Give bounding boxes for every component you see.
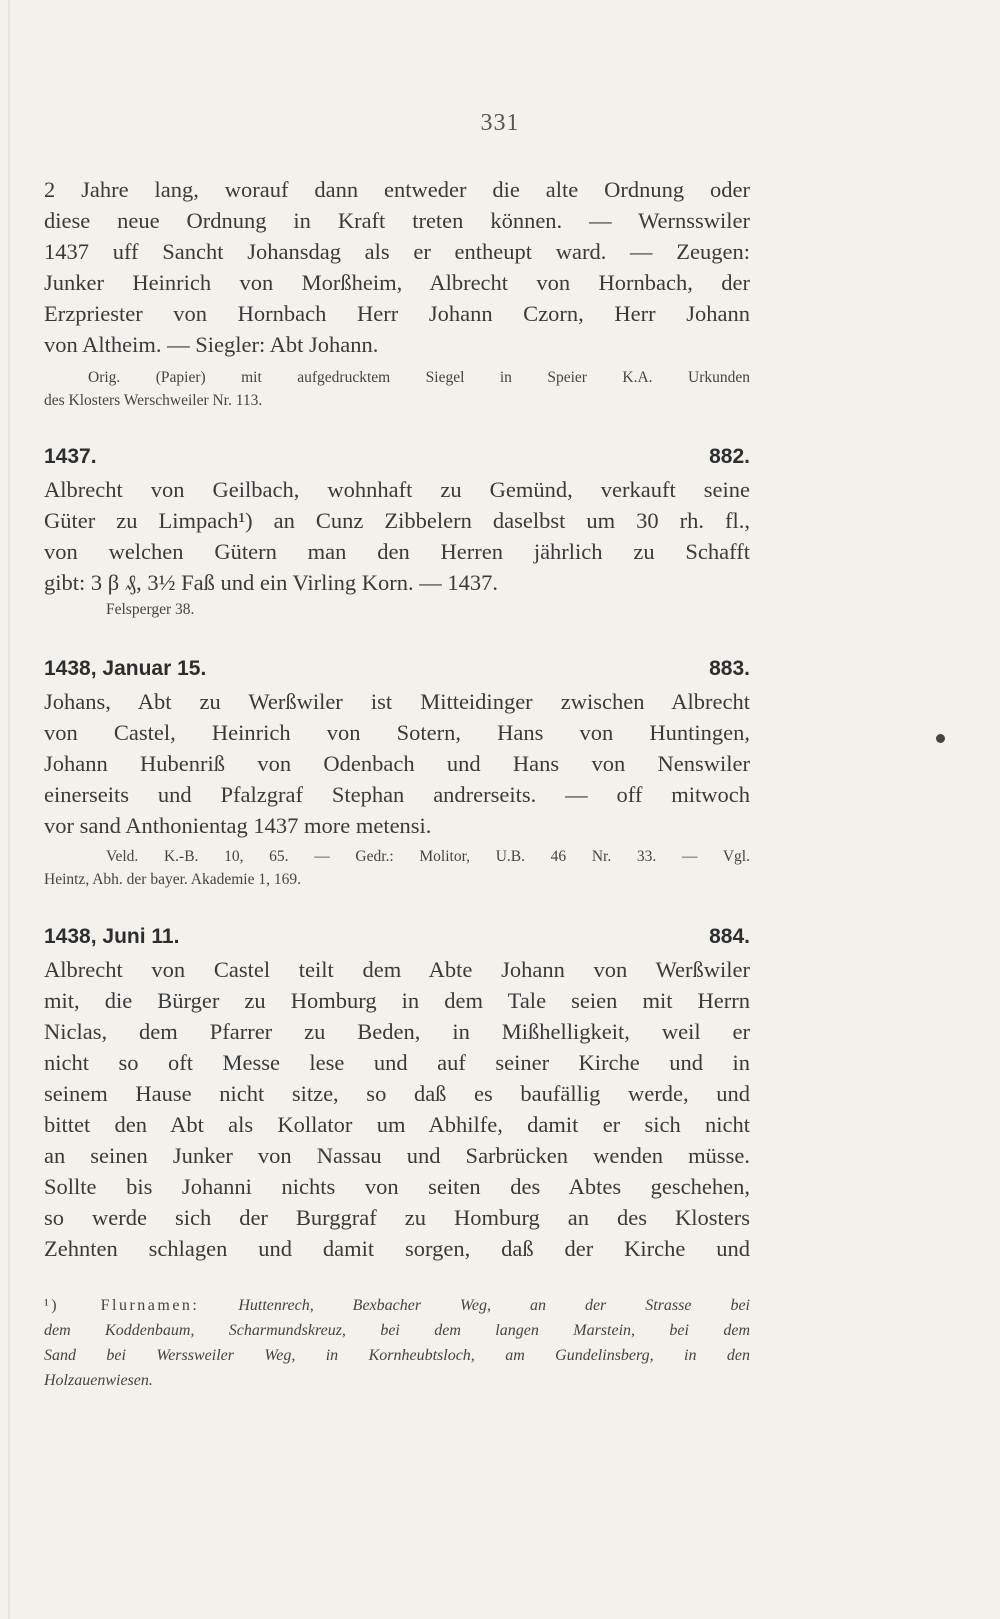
source-note: Veld. K.-B. 10, 65. — Gedr.: Molitor, U.B. 46 Nr. 33. — Vgl.	[106, 848, 750, 865]
text-line: Albrecht von Castel teilt dem Abte Johann von Werßwiler	[44, 957, 750, 982]
source-note: des Klosters Werschweiler Nr. 113.	[44, 392, 263, 409]
text-line: Johann Hubenriß von Odenbach und Hans von Nenswiler	[44, 751, 750, 776]
text-line: Junker Heinrich von Morßheim, Albrecht von Hornbach, der	[44, 270, 750, 295]
text-line: so werde sich der Burggraf zu Homburg an des Klosters	[44, 1205, 750, 1230]
text-line: von welchen Gütern man den Herren jährlich zu Schafft	[44, 539, 750, 564]
source-note: Orig. (Papier) mit aufgedrucktem Siegel in Speier K.A. Urkunden	[88, 369, 750, 386]
footnote-line: Sand bei Werssweiler Weg, in Kornheubtsloch, am Gundelinsberg, in den	[44, 1347, 750, 1364]
footnote-line: dem Koddenbaum, Scharmundskreuz, bei dem langen Marstein, bei dem	[44, 1322, 750, 1339]
text-line: an seinen Junker von Nassau und Sarbrücken wenden müsse.	[44, 1143, 750, 1168]
entry-date: 1438, Januar 15.	[44, 657, 207, 680]
footnote	[44, 1293, 750, 1393]
text-line: Erzpriester von Hornbach Herr Johann Czorn, Herr Johann	[44, 301, 750, 326]
entry-heading	[44, 920, 750, 954]
text-line: diese neue Ordnung in Kraft treten können. — Wernsswiler	[44, 208, 750, 233]
entry-881-continuation	[44, 174, 750, 412]
text-line: Sollte bis Johanni nichts von seiten des Abtes geschehen,	[44, 1174, 750, 1199]
page-edge-shadow	[8, 0, 10, 1619]
source-note: Felsperger 38.	[106, 601, 195, 618]
text-line: vor sand Anthonientag 1437 more metensi.	[44, 813, 432, 838]
entry-884	[44, 920, 750, 1264]
footnote-line: Holzauenwiesen.	[44, 1372, 153, 1389]
entry-number: 883.	[709, 657, 750, 680]
text-line: 1437 uff Sancht Johansdag als er entheupt ward. — Zeugen:	[44, 239, 750, 264]
text-line: Albrecht von Geilbach, wohnhaft zu Gemünd, verkauft seine	[44, 477, 750, 502]
text-line: von Altheim. — Siegler: Abt Johann.	[44, 332, 379, 357]
footnote-line	[44, 1293, 750, 1318]
entry-number: 882.	[709, 445, 750, 468]
margin-dot	[936, 734, 945, 743]
text-line: Güter zu Limpach¹) an Cunz Zibbelern daselbst um 30 rh. fl.,	[44, 508, 750, 533]
text-line: Niclas, dem Pfarrer zu Beden, in Mißhelligkeit, weil er	[44, 1019, 750, 1044]
text-line: Johans, Abt zu Werßwiler ist Mitteidinger zwischen Albrecht	[44, 689, 750, 714]
text-line: einerseits und Pfalzgraf Stephan andrerseits. — off mitwoch	[44, 782, 750, 807]
text-line: nicht so oft Messe lese und auf seiner Kirche und in	[44, 1050, 750, 1075]
text-line: 2 Jahre lang, worauf dann entweder die alte Ordnung oder	[44, 177, 750, 202]
entry-number: 884.	[709, 925, 750, 948]
text-line: bittet den Abt als Kollator um Abhilfe, damit er sich nicht	[44, 1112, 750, 1137]
entry-heading	[44, 440, 750, 474]
footnote-label: ¹) Flurnamen:	[44, 1297, 200, 1314]
entry-date: 1437.	[44, 445, 97, 468]
entry-883	[44, 652, 750, 891]
footnote-text: Huttenrech, Bexbacher Weg, an der Strasse bei	[238, 1297, 750, 1314]
text-line: seinem Hause nicht sitze, so daß es baufällig werde, und	[44, 1081, 750, 1106]
text-line: gibt: 3 β ₰, 3½ Faß und ein Virling Korn. — 1437.	[44, 570, 499, 595]
text-line: von Castel, Heinrich von Sotern, Hans von Huntingen,	[44, 720, 750, 745]
text-line: mit, die Bürger zu Homburg in dem Tale seien mit Herrn	[44, 988, 750, 1013]
entry-882	[44, 440, 750, 621]
source-note: Heintz, Abh. der bayer. Akademie 1, 169.	[44, 871, 301, 888]
entry-date: 1438, Juni 11.	[44, 925, 180, 948]
page-number: 331	[480, 110, 520, 136]
text-line: Zehnten schlagen und damit sorgen, daß der Kirche und	[44, 1236, 750, 1261]
entry-heading	[44, 652, 750, 686]
